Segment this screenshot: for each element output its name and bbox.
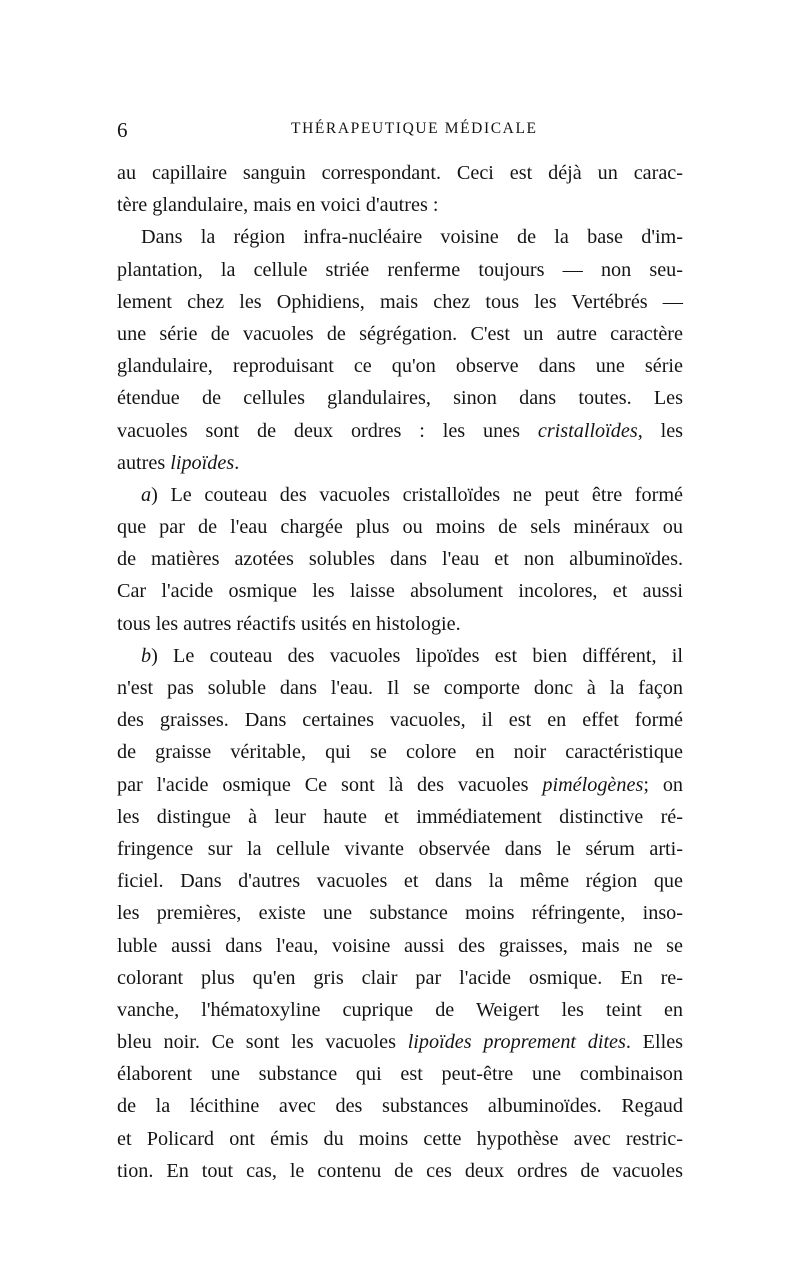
- text-line: une série de vacuoles de ségrégation. C'est un autre caractère: [117, 322, 683, 345]
- text-line: de matières azotées solubles dans l'eau et non albuminoïdes.: [117, 548, 683, 571]
- text-line: plantation, la cellule striée renferme toujours — non seu-: [117, 258, 683, 281]
- text-run: ; on: [643, 773, 684, 796]
- text-run: , les: [637, 419, 684, 442]
- italic-term: lipoïdes proprement dites: [407, 1031, 626, 1054]
- italic-term: cristalloïdes: [537, 419, 638, 442]
- text-line: [117, 1026, 683, 1058]
- text-run: vacuoles sont de deux ordres : les unes: [117, 419, 520, 442]
- body-text: [117, 157, 683, 1187]
- text-line: luble aussi dans l'eau, voisine aussi des graisses, mais ne se: [117, 934, 683, 957]
- text-line: lement chez les Ophidiens, mais chez tous les Vertébrés —: [117, 290, 683, 313]
- text-run: . Elles: [625, 1031, 684, 1054]
- text-line: [117, 415, 683, 447]
- text-line: Dans la région infra-nucléaire voisine de la base d'im-: [141, 226, 683, 249]
- text-line: étendue de cellules glandulaires, sinon dans toutes. Les: [117, 387, 683, 410]
- text-run: autres: [117, 451, 166, 474]
- text-line: n'est pas soluble dans l'eau. Il se comporte donc à la façon: [117, 677, 683, 699]
- text-line: [117, 447, 683, 479]
- text-line: des graisses. Dans certaines vacuoles, il est en effet formé: [117, 709, 683, 732]
- text-line: glandulaire, reproduisant ce qu'on observe dans une série: [117, 355, 683, 378]
- item-letter: b: [141, 644, 152, 667]
- text-line: que par de l'eau chargée plus ou moins de sels minéraux ou: [117, 516, 683, 539]
- page-number: 6: [117, 118, 128, 142]
- text-line: [117, 479, 683, 511]
- running-title: THÉRAPEUTIQUE MÉDICALE: [291, 120, 538, 137]
- text-run: bleu noir. Ce sont les vacuoles: [117, 1031, 396, 1054]
- text-line: fringence sur la cellule vivante observée dans le sérum arti-: [117, 837, 683, 860]
- text-line: colorant plus qu'en gris clair par l'acide osmique. En re-: [117, 966, 683, 989]
- text-line: [117, 769, 683, 801]
- text-line: ficiel. Dans d'autres vacuoles et dans la même région que: [117, 870, 683, 893]
- text-line: [117, 640, 683, 672]
- text-line: les distingue à leur haute et immédiatement distinctive ré-: [117, 805, 683, 828]
- running-head: [117, 118, 683, 144]
- italic-term: pimélogènes: [542, 773, 644, 796]
- text-line: au capillaire sanguin correspondant. Ceci est déjà un carac-: [117, 162, 683, 184]
- text-line: Car l'acide osmique les laisse absolument incolores, et aussi: [117, 580, 683, 603]
- text-run: .: [234, 451, 240, 474]
- text-line: les premières, existe une substance moins réfringente, inso-: [117, 902, 683, 925]
- text-run: ) Le couteau des vacuoles cristalloïdes ne peut être formé: [151, 483, 683, 506]
- text-line: tous les autres réactifs usités en histologie.: [117, 612, 461, 635]
- text-line: de la lécithine avec des substances albuminoïdes. Regaud: [117, 1095, 683, 1118]
- text-line: vanche, l'hématoxyline cuprique de Weigert les teint en: [117, 998, 683, 1021]
- text-line: de graisse véritable, qui se colore en noir caractéristique: [117, 741, 683, 764]
- text-line: tère glandulaire, mais en voici d'autres :: [117, 194, 439, 217]
- text-run: par l'acide osmique Ce sont là des vacuoles: [117, 773, 529, 796]
- text-run: ) Le couteau des vacuoles lipoïdes est bien différent, il: [151, 644, 683, 667]
- item-letter: a: [141, 483, 152, 506]
- text-line: et Policard ont émis du moins cette hypothèse avec restric-: [117, 1127, 683, 1150]
- text-line: élaborent une substance qui est peut-être une combinaison: [117, 1063, 683, 1086]
- italic-term: lipoïdes: [170, 451, 235, 474]
- text-line: tion. En tout cas, le contenu de ces deux ordres de vacuoles: [117, 1159, 683, 1182]
